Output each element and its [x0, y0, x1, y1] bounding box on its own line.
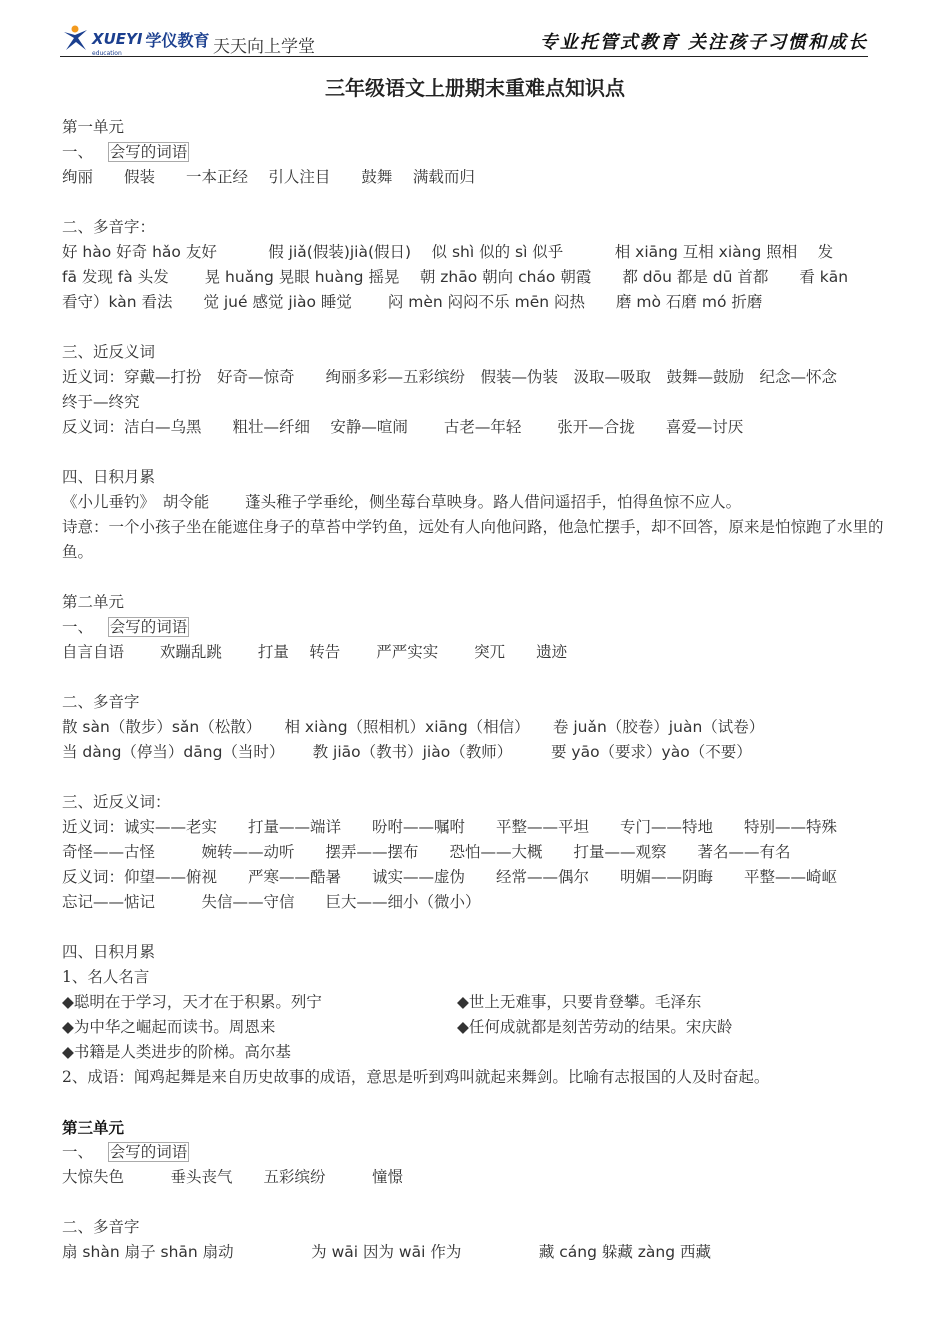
unit1-poem: 《小儿垂钓》 胡令能 蓬头稚子学垂纶，侧坐莓台草映身。路人借问遥招手，怕得鱼惊不应人。	[62, 493, 742, 511]
unit1-section2-heading: 二、多音字：	[62, 218, 156, 236]
unit1-polyphone-line1: 好 hào 好奇 hǎo 友好 假 jiǎ(假装)jià(假日) 似 shì 似的 sì 似乎 相 xiāng 互相 xiàng 照相 发	[62, 243, 834, 261]
unit3-heading: 第三单元	[62, 1118, 125, 1137]
quote-item: ◆为中华之崛起而读书。周恩来	[62, 1018, 276, 1036]
unit1-heading: 第一单元	[62, 118, 125, 136]
unit1-synonyms-line2: 终于—终究	[62, 393, 140, 411]
section-label: 会写的词语	[109, 618, 188, 636]
document-title: 三年级语文上册期末重难点知识点	[325, 76, 625, 100]
unit2-section4-heading: 四、日积月累	[62, 943, 156, 961]
unit2-synonyms-line2: 奇怪——古怪 婉转——动听 摆弄——摆布 恐怕——大概 打量——观察 著名——有名	[62, 843, 791, 861]
unit3-words: 大惊失色 垂头丧气 五彩缤纷 憧憬	[62, 1168, 404, 1186]
section-number: 一、	[62, 143, 94, 161]
quote-item: ◆书籍是人类进步的阶梯。高尔基	[62, 1043, 291, 1061]
unit1-section3-heading: 三、近反义词	[62, 343, 156, 361]
brand-en: XUEYI	[92, 30, 143, 48]
quote-item: ◆聪明在于学习，天才在于积累。列宁	[62, 993, 322, 1011]
brand-logo	[60, 24, 210, 57]
logo-star-icon	[60, 24, 90, 54]
quote-item: ◆世上无难事，只要肯登攀。毛泽东	[457, 993, 702, 1011]
unit2-section2-heading: 二、多音字	[62, 693, 140, 711]
unit2-heading: 第二单元	[62, 593, 125, 611]
page-header	[60, 22, 868, 57]
unit1-antonyms: 反义词：洁白—乌黑 粗壮—纤细 安静—喧闹 古老—年轻 张开—合拢 喜爱—讨厌	[62, 418, 744, 436]
header-slogan: 专业托管式教育 关注孩子习惯和成长	[539, 32, 868, 53]
unit2-antonyms-line2: 忘记——惦记 失信——守信 巨大——细小（微小）	[62, 893, 481, 911]
quote-item: ◆任何成就都是刻苦劳动的结果。宋庆龄	[457, 1018, 733, 1036]
unit2-section1-heading	[62, 615, 892, 640]
unit2-section3-heading: 三、近反义词：	[62, 793, 171, 811]
quote-row	[62, 1015, 892, 1040]
unit2-words: 自言自语 欢蹦乱跳 打量 转告 严严实实 突兀 遗迹	[62, 643, 568, 661]
unit3-section1-heading	[62, 1140, 892, 1165]
brand-sub: education	[92, 50, 122, 57]
quote-row	[62, 990, 892, 1015]
unit2-quotes-heading: 1、名人名言	[62, 968, 150, 986]
unit1-polyphone-line3: 看守）kàn 看法 觉 jué 感觉 jiào 睡觉 闷 mèn 闷闷不乐 mēn 闷热 磨 mò 石磨 mó 折磨	[62, 293, 763, 311]
unit1-words: 绚丽 假装 一本正经 引人注目 鼓舞 满载而归	[62, 168, 475, 186]
section-number: 一、	[62, 618, 94, 636]
unit1-polyphone-line2: fā 发现 fà 头发 晃 huǎng 晃眼 huàng 摇晃 朝 zhāo 朝向 cháo 朝霞 都 dōu 都是 dū 首都 看 kān	[62, 268, 849, 286]
section-label: 会写的词语	[109, 143, 188, 161]
brand-cn: 学仪教育	[145, 30, 210, 50]
unit3-section2-heading: 二、多音字	[62, 1218, 140, 1236]
unit2-polyphone-line2: 当 dàng（停当）dāng（当时） 教 jiāo（教书）jiào（教师） 要 yāo（要求）yào（不要）	[62, 743, 752, 761]
unit2-antonyms-line1: 反义词：仰望——俯视 严寒——酷暑 诚实——虚伪 经常——偶尔 明媚——阴晦 平整——崎岖	[62, 868, 838, 886]
unit1-section1-heading	[62, 140, 892, 165]
unit1-poem-meaning: 诗意：一个小孩子坐在能遮住身子的草苔中学钓鱼，远处有人向他问路，他急忙摆手，却不回答，原来是怕惊跑了水里的鱼。	[62, 518, 884, 561]
unit1-section4-heading: 四、日积月累	[62, 468, 156, 486]
section-number: 一、	[62, 1143, 94, 1161]
unit2-synonyms-line1: 近义词：诚实——老实 打量——端详 吩咐——嘱咐 平整——平坦 专门——特地 特别——特殊	[62, 818, 838, 836]
header-tagline: 天天向上学堂	[213, 37, 315, 57]
section-label: 会写的词语	[109, 1143, 188, 1161]
unit3-polyphone-line1: 扇 shàn 扇子 shān 扇动 为 wāi 因为 wāi 作为 藏 cáng 躲藏 zàng 西藏	[62, 1243, 712, 1261]
unit2-idiom: 2、成语：闻鸡起舞是来自历史故事的成语，意思是听到鸡叫就起来舞剑。比喻有志报国的人及时奋起。	[62, 1068, 770, 1086]
document-body	[62, 115, 892, 1265]
unit2-polyphone-line1: 散 sàn（散步）sǎn（松散） 相 xiàng（照相机）xiāng（相信） 卷 juǎn（胶卷）juàn（试卷）	[62, 718, 765, 736]
unit1-synonyms-line1: 近义词：穿戴—打扮 好奇—惊奇 绚丽多彩—五彩缤纷 假装—伪装 汲取—吸取 鼓舞—鼓励 纪念—怀念	[62, 368, 838, 386]
